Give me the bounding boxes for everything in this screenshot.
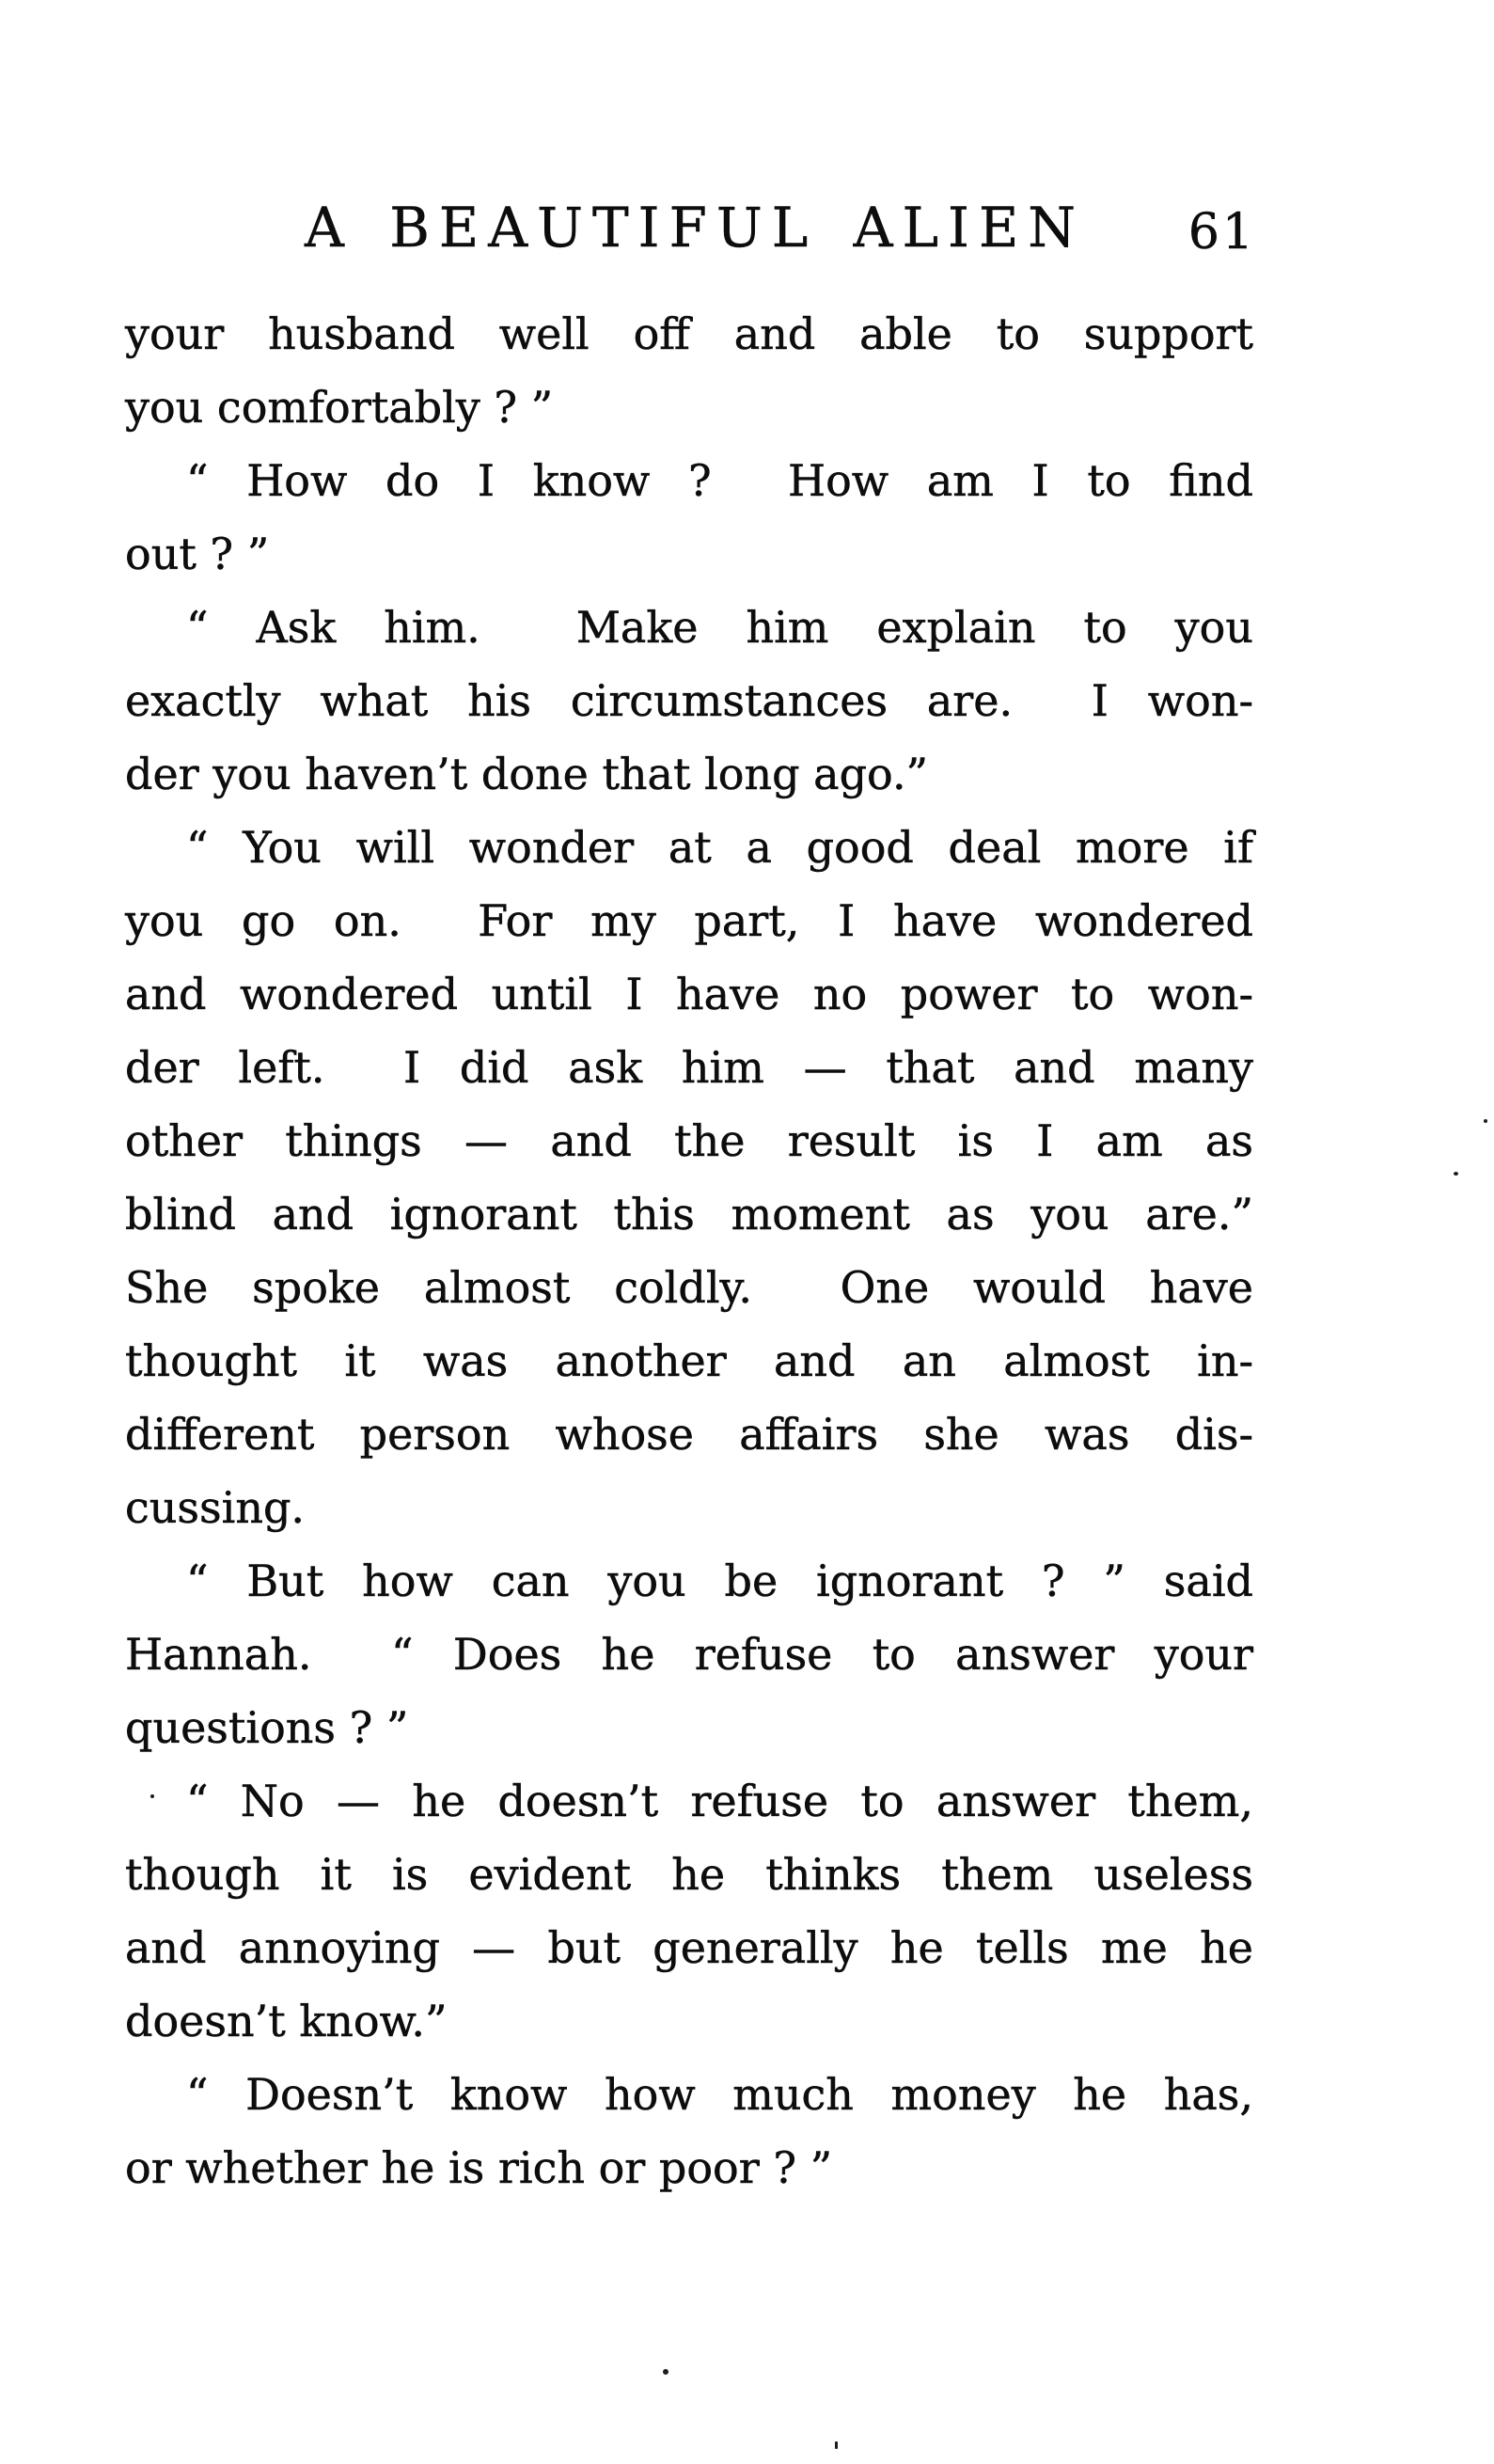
text-line: “ No — he doesn’t refuse to answer them,	[186, 1776, 1253, 1826]
text-line: you comfortably ? ”	[125, 382, 554, 433]
page-title: A BEAUTIFUL ALIEN	[304, 196, 1086, 260]
text-line: doesn’t know.”	[125, 1996, 448, 2046]
paragraph	[125, 444, 1253, 591]
scan-speck	[663, 2369, 668, 2375]
text-line: and wondered until I have no power to won-	[125, 969, 1253, 1019]
text-line: “ How do I know ? How am I to find	[186, 455, 1253, 506]
text-line: you go on. For my part, I have wondered	[125, 895, 1253, 946]
text-line: She spoke almost coldly. One would have	[125, 1262, 1253, 1313]
text-line: der you haven’t done that long ago.”	[125, 749, 929, 799]
text-line: der left. I did ask him — that and many	[125, 1042, 1253, 1093]
text-line: thought it was another and an almost in-	[125, 1335, 1253, 1386]
paragraph	[125, 297, 1253, 444]
text-line: out ? ”	[125, 529, 270, 579]
text-line: cussing.	[125, 1482, 306, 1533]
text-line: other things — and the result is I am as	[125, 1115, 1253, 1166]
scan-speck	[835, 2441, 838, 2449]
text-block	[125, 297, 1253, 2204]
text-line: “ You will wonder at a good deal more if	[186, 822, 1253, 873]
paragraph	[125, 1764, 1253, 2058]
scan-speck	[150, 1794, 154, 1798]
text-line: or whether he is rich or poor ? ”	[125, 2142, 833, 2193]
text-line: exactly what his circumstances are. I won-	[125, 675, 1253, 726]
text-line: and annoying — but generally he tells me he	[125, 1922, 1253, 1973]
scan-speck	[1484, 1119, 1487, 1123]
text-line: your husband well off and able to support	[125, 308, 1253, 359]
paragraph	[125, 2058, 1253, 2204]
text-line: questions ? ”	[125, 1702, 409, 1753]
text-line: different person whose affairs she was dis-	[125, 1409, 1253, 1460]
paragraph	[125, 811, 1253, 1544]
paragraph	[125, 1544, 1253, 1764]
scan-speck	[1454, 1172, 1458, 1176]
text-line: Hannah. “ Does he refuse to answer your	[125, 1629, 1253, 1680]
text-line: “ But how can you be ignorant ? ” said	[186, 1556, 1253, 1606]
text-line: “ Ask him. Make him explain to you	[186, 602, 1253, 653]
paragraph	[125, 591, 1253, 811]
text-line: “ Doesn’t know how much money he has,	[186, 2069, 1253, 2120]
page-number: 61	[1187, 204, 1256, 261]
text-line: though it is evident he thinks them useless	[125, 1849, 1253, 1900]
text-line: blind and ignorant this moment as you are.”	[125, 1189, 1253, 1240]
